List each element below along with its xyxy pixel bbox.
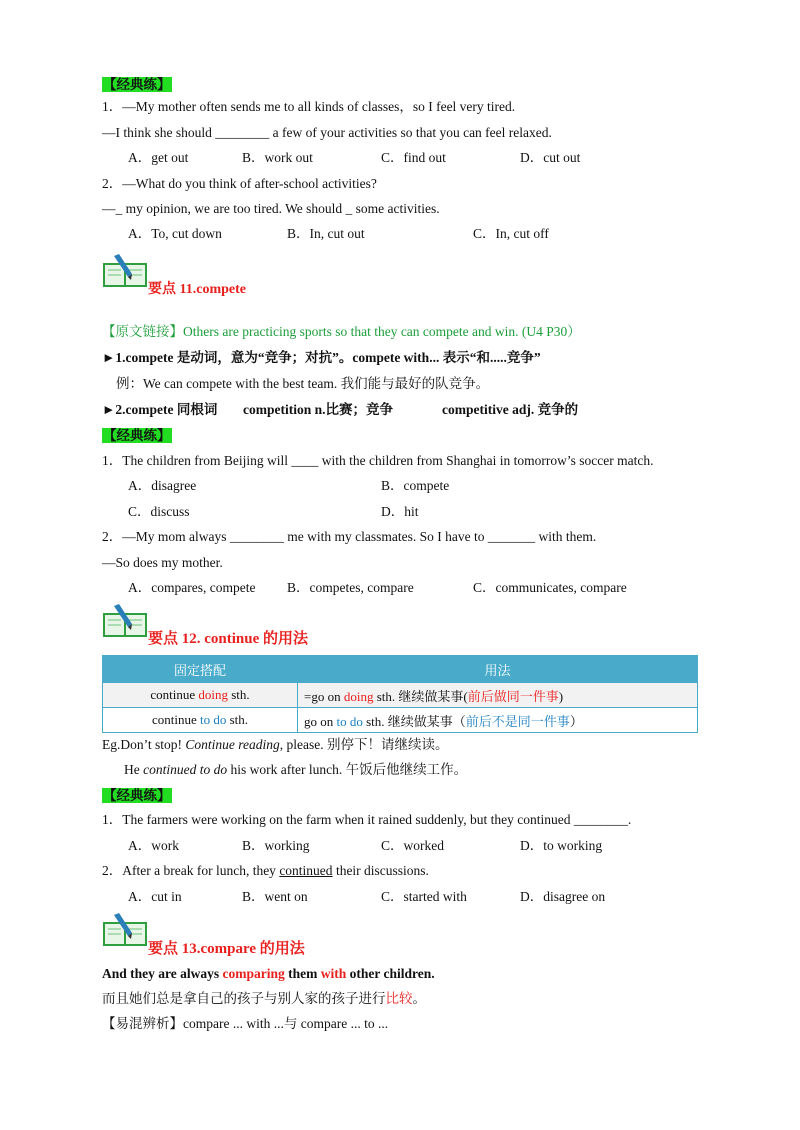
- sec11-q2-line1: 2．—My mom always ________ me with my classmates. So I have to _______ with them.: [102, 529, 597, 544]
- ex1-q2-line2: —_ my opinion, we are too tired. We should _ some activities.: [102, 201, 440, 216]
- compare-example-translation: 而且她们总是拿自己的孩子与别人家的孩子进行比较。: [102, 991, 426, 1006]
- ex1-q2-option-c: C．In, cut off: [473, 226, 549, 241]
- confusion-analysis-line: 【易混辨析】compare ... with ...与 compare ... to ...: [102, 1016, 389, 1031]
- ex1-q1-option-c: C．find out: [381, 150, 446, 165]
- table-cell-phrase: continue doing sth.: [103, 683, 298, 708]
- sec11-q2-option-a: A．compares, compete: [128, 580, 256, 595]
- sec11-q1-option-a: A．disagree: [128, 478, 197, 493]
- sec11-q2-option-b: B．competes, compare: [287, 580, 414, 595]
- sec12-q2: 2．After a break for lunch, they continued their discussions.: [102, 863, 429, 878]
- sec11-q2-option-c: C．communicates, compare: [473, 580, 627, 595]
- original-link-line: 【原文链接】Others are practicing sports so that they can compete and win. (U4 P30）: [102, 324, 581, 339]
- ex1-q1-line2: —I think she should ________ a few of your activities so that you can feel relaxed.: [102, 125, 552, 140]
- table-cell-phrase: continue to do sth.: [103, 708, 298, 733]
- eg-line-2: He continued to do his work after lunch. 午饭后他继续工作。: [124, 762, 468, 777]
- sec12-q1-option-b: B．working: [242, 838, 310, 853]
- sec12-q1-option-a: A．work: [128, 838, 179, 853]
- book-pencil-icon: [102, 254, 148, 288]
- point-2-competitive: competitive adj. 竞争的: [442, 402, 579, 417]
- ex1-q1-line1: 1．—My mother often sends me to all kinds of classes，so I feel very tired.: [102, 99, 516, 114]
- section-13-title: 要点 13.compare 的用法: [148, 941, 305, 957]
- book-pencil-icon: [102, 913, 148, 947]
- table-row: [103, 708, 698, 733]
- ex1-q1-option-a: A．get out: [128, 150, 189, 165]
- sec11-q1-option-b: B．compete: [381, 478, 450, 493]
- sec12-q2-option-c: C．started with: [381, 889, 467, 904]
- ex1-q1-option-d: D．cut out: [520, 150, 581, 165]
- tag-classic-practice: 【经典练】: [103, 77, 171, 92]
- ex1-q2-option-a: A．To, cut down: [128, 226, 222, 241]
- ex1-q2-line1: 2．—What do you think of after-school activities?: [102, 176, 377, 191]
- table-header-phrase: 固定搭配: [103, 656, 298, 683]
- eg-line-1: Eg.Don’t stop! Continue reading, please. 别停下！请继续读。: [102, 737, 449, 752]
- point-1: ►1.compete 是动词，意为“竞争；对抗”。compete with... 表示“和.....竞争”: [102, 350, 541, 365]
- section-12-title: 要点 12. continue 的用法: [148, 631, 309, 647]
- ex1-q1-option-b: B．work out: [242, 150, 313, 165]
- sec12-q1: 1．The farmers were working on the farm when it rained suddenly, but they continued ________.: [102, 812, 632, 827]
- sec12-q2-option-b: B．went on: [242, 889, 308, 904]
- compare-example-sentence: And they are always comparing them with other children.: [102, 966, 435, 981]
- continue-usage-table: [102, 655, 698, 733]
- section-11-title: 要点 11.compete: [148, 282, 246, 297]
- table-header-usage: 用法: [298, 656, 698, 683]
- point-2-label: ►2.compete 同根词: [102, 402, 218, 417]
- sec12-q2-option-a: A．cut in: [128, 889, 182, 904]
- example-sentence: 例：We can compete with the best team. 我们能与最好的队竞争。: [116, 376, 490, 391]
- table-row: [103, 683, 698, 708]
- sec11-q1-option-c: C．discuss: [128, 504, 190, 519]
- tag-classic-practice-2: 【经典练】: [103, 428, 171, 443]
- table-cell-usage: go on to do sth. 继续做某事（前后不是同一件事）: [298, 708, 698, 733]
- point-2-competition: competition n.比赛；竞争: [243, 402, 393, 417]
- sec12-q1-option-c: C．worked: [381, 838, 444, 853]
- sec12-q1-option-d: D．to working: [520, 838, 603, 853]
- table-cell-usage: =go on doing sth. 继续做某事(前后做同一件事): [298, 683, 698, 708]
- tag-classic-practice-3: 【经典练】: [103, 788, 171, 803]
- sec12-q2-option-d: D．disagree on: [520, 889, 606, 904]
- sec11-q1: 1．The children from Beijing will ____ with the children from Shanghai in tomorrow’s soccer match.: [102, 453, 654, 468]
- sec11-q1-option-d: D．hit: [381, 504, 419, 519]
- book-pencil-icon: [102, 604, 148, 638]
- ex1-q2-option-b: B．In, cut out: [287, 226, 365, 241]
- sec11-q2-line2: —So does my mother.: [102, 555, 223, 570]
